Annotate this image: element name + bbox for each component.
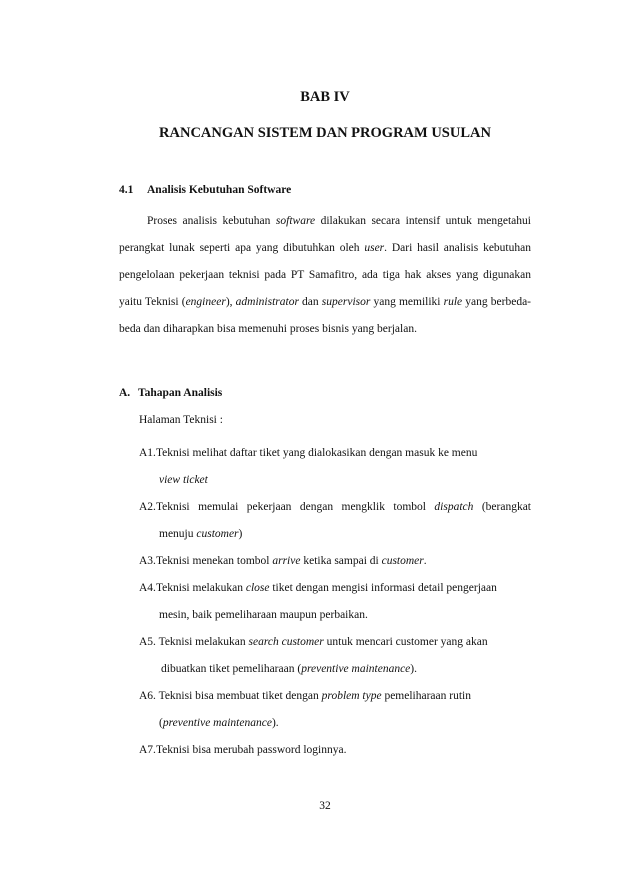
paragraph-text: dan — [298, 296, 322, 308]
item-italic: customer — [196, 528, 239, 540]
paragraph-italic: administrator — [235, 296, 299, 308]
item-text: ). — [410, 663, 417, 675]
item-continuation: mesin, baik pemeliharaan maupun perbaikan. — [159, 609, 368, 621]
item-text: menuju — [159, 528, 197, 540]
item-code: A3. — [139, 555, 156, 567]
item-code: A7. — [139, 744, 156, 756]
item-text: . — [423, 555, 427, 567]
item-text: ketika sampai di — [300, 555, 382, 567]
section-number: 4.1 — [119, 184, 134, 196]
item-italic: close — [245, 582, 270, 594]
item-text: dibuatkan tiket pemeliharaan ( — [161, 663, 302, 675]
item-text: pemeliharaan rutin — [381, 690, 471, 702]
item-code: A4. — [139, 582, 156, 594]
item-text: (berangkat — [473, 501, 531, 513]
paragraph-text: . Dari hasil analisis kebutuhan pengelolaan pekerjaan teknisi pada PT Samafitro, ada tiga hak akses yang digunakan yaitu Teknisi ( — [119, 242, 531, 308]
item-text: tiket dengan mengisi informasi detail pengerjaan — [269, 582, 497, 594]
paragraph-text: ), — [225, 296, 236, 308]
item-italic: customer — [381, 555, 424, 567]
item-continuation — [139, 710, 531, 737]
item-italic: search customer — [248, 636, 324, 648]
item-text: ). — [271, 717, 279, 729]
item-continuation — [139, 521, 531, 548]
section-title: Analisis Kebutuhan Software — [147, 184, 292, 196]
paragraph-italic: engineer — [185, 296, 226, 308]
item-italic: problem type — [321, 690, 382, 702]
paragraph-italic: software — [275, 215, 316, 227]
item-italic: dispatch — [434, 501, 474, 513]
subsection-letter: A. — [119, 387, 131, 399]
item-text: Teknisi memulai pekerjaan dengan mengklik tombol — [155, 501, 435, 513]
item-italic: view ticket — [159, 474, 208, 486]
item-text: Teknisi bisa merubah password loginnya. — [155, 744, 347, 756]
item-text: Teknisi bisa membuat tiket dengan — [155, 690, 322, 702]
analysis-list — [139, 440, 531, 764]
paragraph-italic: supervisor — [321, 296, 371, 308]
chapter-title: BAB IV — [300, 89, 350, 105]
list-item-a4 — [139, 575, 531, 629]
item-continuation — [139, 656, 531, 683]
list-item-a7 — [139, 737, 531, 764]
list-item-a1 — [139, 440, 531, 494]
list-item-a3 — [139, 548, 531, 575]
item-italic: preventive maintenance — [301, 663, 411, 675]
item-italic: arrive — [272, 555, 301, 567]
page-number: 32 — [319, 800, 331, 812]
item-text: Teknisi melakukan — [155, 582, 246, 594]
item-text: Teknisi melakukan — [155, 636, 249, 648]
list-item-a6 — [139, 683, 531, 737]
item-text: Teknisi melihat daftar tiket yang dialokasikan dengan masuk ke menu — [155, 447, 478, 459]
item-text: ( — [159, 717, 163, 729]
section-paragraph — [119, 208, 531, 343]
item-line — [139, 494, 531, 521]
list-item-a5 — [139, 629, 531, 683]
section-heading — [119, 184, 291, 196]
subsection-title: Tahapan Analisis — [138, 387, 223, 399]
item-text: ) — [238, 528, 243, 540]
item-text: untuk mencari customer yang akan — [323, 636, 488, 648]
paragraph-text: yang berbeda-beda dan diharapkan bisa memenuhi proses bisnis yang berjalan. — [119, 296, 532, 335]
item-code: A1. — [139, 447, 156, 459]
item-code: A5. — [139, 636, 156, 648]
item-code: A2. — [139, 501, 156, 513]
paragraph-italic: rule — [443, 296, 463, 308]
subsection-heading — [119, 387, 222, 399]
item-continuation — [139, 467, 531, 494]
list-item-a2 — [139, 494, 531, 548]
item-text: Teknisi menekan tombol — [155, 555, 273, 567]
paragraph-text: Proses analisis kebutuhan — [147, 215, 276, 227]
paragraph-text: yang memiliki — [370, 296, 444, 308]
chapter-subtitle: RANCANGAN SISTEM DAN PROGRAM USULAN — [159, 125, 491, 141]
item-code: A6. — [139, 690, 156, 702]
subsection-intro: Halaman Teknisi : — [139, 414, 223, 426]
item-italic: preventive maintenance — [162, 717, 272, 729]
paragraph-italic: user — [364, 242, 385, 254]
paragraph-text: dilakukan secara intensif untuk mengetahui perangkat lunak seperti apa yang dibutuhkan oleh — [119, 215, 531, 254]
